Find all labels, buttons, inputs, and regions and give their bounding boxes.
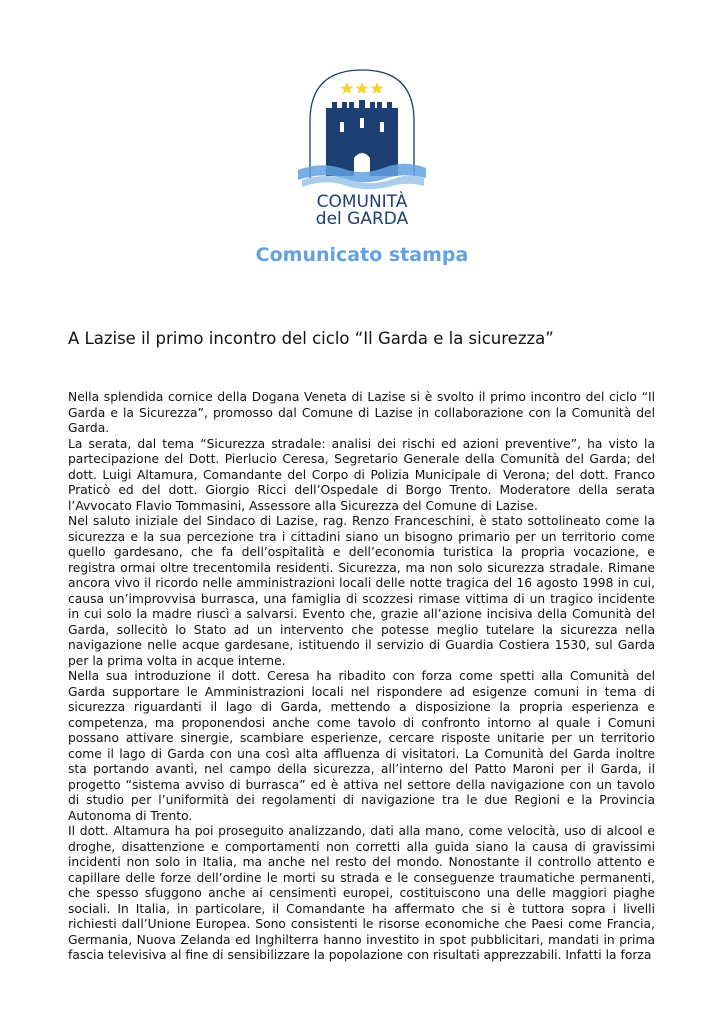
castle-tower-icon [292,66,432,191]
press-release-title: Comunicato stampa [255,244,469,266]
comunita-del-garda-logo [292,66,432,230]
three-stars-icon [341,82,384,94]
org-name-line1: COMUNITÀ [316,192,408,212]
body-paragraph: La serata, dal tema “Sicurezza stradale: analisi dei rischi ed azioni preventive”, ha visto la partecipazione del Dott. Pierlucio Ceresa, Segretario Generale della Comunità del Garda; del dott. Luigi Altamura, Comandante del Corpo di Polizia Municipale di Verona; del dott. Franco Praticò ed del dott. Giorgio Ricci dell’Ospedale di Borgo Trento. Moderatore della serata l’Avvocato Flavio Tommasini, Assessore alla Sicurezza del Comune di Lazise. [68,436,655,513]
body-paragraph: Nel saluto iniziale del Sindaco di Lazise, rag. Renzo Franceschini, è stato sottolineato come la sicurezza e la sua percezione tra i cittadini siano un bisogno primario per un territorio come quello gardesano, che fa dell’ospitalità e dell’economia turistica la propria vocazione, e registra ormai oltre trecentomila residenti. Sicurezza, ma non solo sicurezza stradale. Rimane ancora vivo il ricordo nelle amministrazioni locali delle notte tragica del 16 agosto 1998 in cui, causa un’improvvisa burrasca, una famiglia di scozzesi rimase vittima di un tragico incidente in cui solo la madre riuscì a salvarsi. Evento che, grazie all’azione incisiva della Comunità del Garda, sollecitò lo Stato ad un intervento che potesse meglio tutelare la sicurezza nella navigazione nelle acque gardesane, istituendo il servizio di Guardia Costiera 1530, sul Garda per la prima volta in acque interne. [68,514,655,668]
body-paragraph: Nella sua introduzione il dott. Ceresa ha ribadito con forza come spetti alla Comunità del Garda supportare le Amministrazioni locali nel rispondere ad esigenze comuni in tema di sicurezza riguardanti il lago di Garda, mettendo a disposizione la propria esperienza e competenza, ma proponendosi anche come tavolo di confronto intorno al quale i Comuni possano attivare sinergie, scambiare esperienze, cercare risposte unitarie per un territorio come il lago di Garda con una così alta affluenza di visitatori. La Comunità del Garda inoltre sta portando avanti, nel campo della sicurezza, all’interno del Patto Maroni per il Garda, il progetto “sistema avviso di burrasca” ed è attiva nel settore della navigazione con un tavolo di studio per l’uniformità dei regolamenti di navigazione tra le due Regioni e la Provincia Autonoma di Trento. [68,669,655,823]
org-name-line2: del GARDA [315,209,409,229]
body-paragraph: Il dott. Altamura ha poi proseguito analizzando, dati alla mano, come velocità, uso di alcool e droghe, disattenzione e comportamenti non corretti alla guida siano la causa di gravissimi incidenti non solo in Italia, ma anche nel resto del mondo. Nonostante il controllo attento e capillare delle forze dell’ordine le morti su strada e le conseguenze traumatiche permanenti, che spesso sfuggono anche ai censimenti europei, costituiscono una delle maggiori piaghe sociali. In Italia, in particolare, il Comandante ha affermato che si è tuttora sopra i livelli richiesti dall’Unione Europea. Sono consistenti le risorse economiche che Paesi come Francia, Germania, Nuova Zelanda ed Inghilterra hanno investito in spot pubblicitari, mandati in prima fascia televisiva al fine di sensibilizzare la popolazione con risultati apprezzabili. Infatti la forza [68,824,655,962]
article-body [68,390,655,964]
body-paragraph: Nella splendida cornice della Dogana Veneta di Lazise si è svolto il primo incontro del ciclo “Il Garda e la Sicurezza”, promosso dal Comune di Lazise in collaborazione con la Comunità del Garda. [68,390,655,435]
article-headline: A Lazise il primo incontro del ciclo “Il Garda e la sicurezza” [68,329,554,348]
